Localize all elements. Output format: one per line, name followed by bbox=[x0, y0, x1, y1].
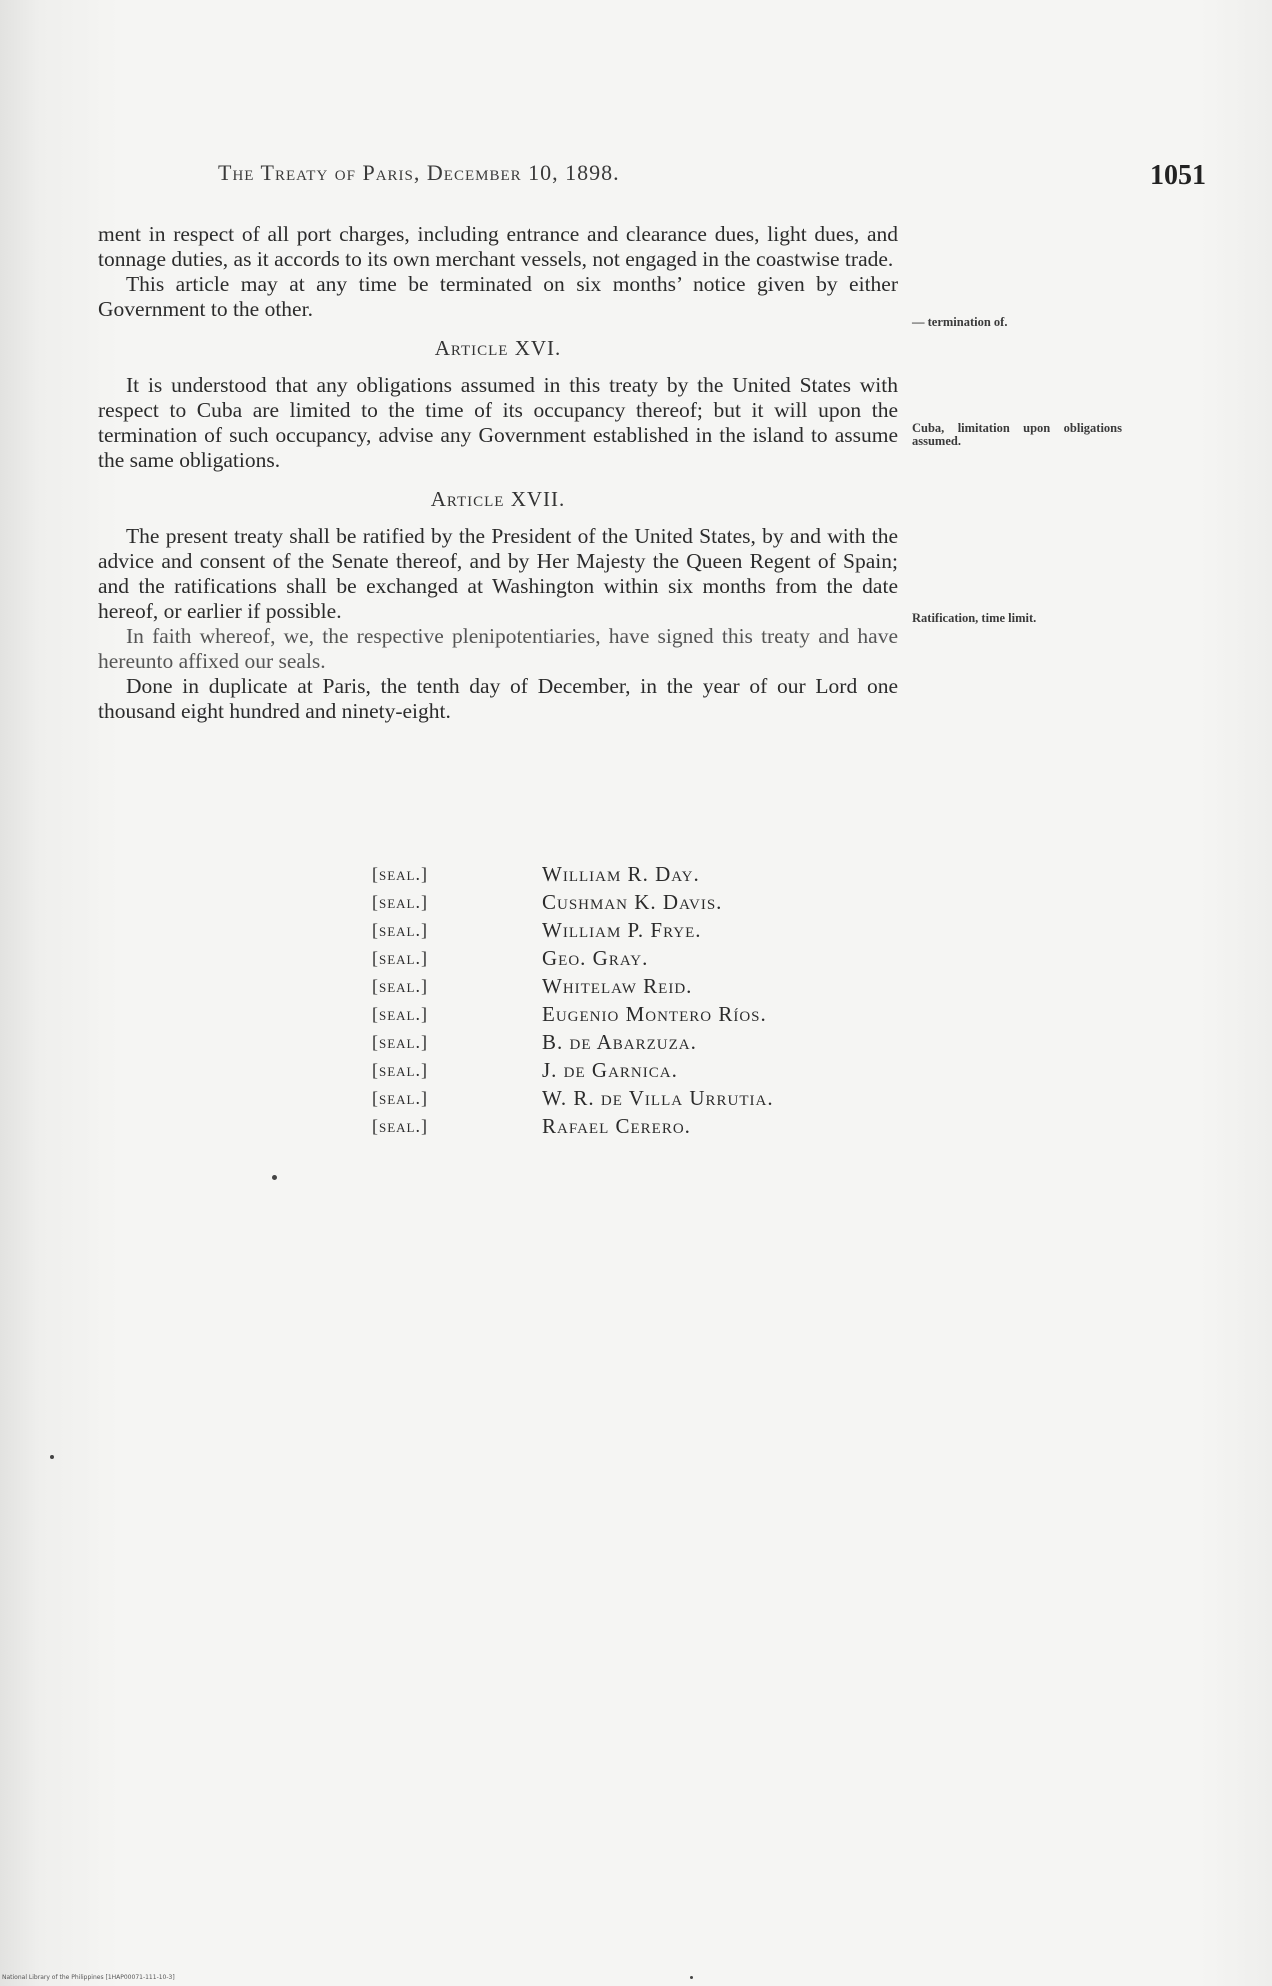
seal-mark: [ seal. ] bbox=[372, 1084, 542, 1112]
signature-row bbox=[372, 888, 774, 916]
paragraph-done-in-duplicate: Done in duplicate at Paris, the tenth day of December, in the year of our Lord one thousand eight hundred and ninety-eight. bbox=[98, 674, 898, 723]
seal-mark: [ seal. ] bbox=[372, 888, 542, 916]
signature-row bbox=[372, 1000, 774, 1028]
signature-row bbox=[372, 1056, 774, 1084]
signature-row bbox=[372, 1112, 774, 1140]
signature-row bbox=[372, 860, 774, 888]
signature-row bbox=[372, 972, 774, 1000]
signer-name: William R. Day. bbox=[542, 862, 700, 886]
running-title: The Treaty of Paris, December 10, 1898. bbox=[218, 160, 620, 185]
margin-note-ratification: Ratification, time limit. bbox=[912, 611, 1037, 625]
scan-speck bbox=[272, 1175, 277, 1180]
seal-mark: [ seal. ] bbox=[372, 916, 542, 944]
signer-name: Whitelaw Reid. bbox=[542, 974, 693, 998]
article-xvi-title: Article XVI. bbox=[434, 336, 562, 360]
seal-mark: [ seal. ] bbox=[372, 1000, 542, 1028]
paragraph-termination: This article may at any time be terminated on six months’ notice given by either Government to the other. bbox=[98, 272, 898, 321]
scan-speck bbox=[50, 1455, 54, 1459]
treaty-body bbox=[98, 222, 898, 724]
signature-row bbox=[372, 916, 774, 944]
seal-mark: [ seal. ] bbox=[372, 860, 542, 888]
signer-name: Rafael Cerero. bbox=[542, 1114, 691, 1138]
signer-name: William P. Frye. bbox=[542, 918, 702, 942]
article-xvii-title: Article XVII. bbox=[430, 487, 566, 511]
scan-footer: National Library of the Philippines [1HAP00071-111-10-3] bbox=[2, 1974, 175, 1981]
signature-row bbox=[372, 1028, 774, 1056]
paragraph-port-charges: ment in respect of all port charges, including entrance and clearance dues, light dues, and tonnage duties, as it accords to its own merchant vessels, not engaged in the coastwise trade. bbox=[98, 222, 898, 271]
paragraph-in-faith-whereof: In faith whereof, we, the respective plenipotentiaries, have signed this treaty and have hereunto affixed our seals. bbox=[98, 624, 898, 673]
signer-name: J. de Garnica. bbox=[542, 1058, 678, 1082]
seal-mark: [ seal. ] bbox=[372, 944, 542, 972]
seal-mark: [ seal. ] bbox=[372, 1056, 542, 1084]
page-number: 1051 bbox=[1150, 160, 1206, 191]
paragraph-ratification: The present treaty shall be ratified by the President of the United States, by and with the advice and consent of the Senate thereof, and by Her Majesty the Queen Regent of Spain; and the ratifications shall be exchanged at Washington within six months from the date hereof, or earlier if possible. bbox=[98, 524, 898, 623]
margin-note-termination: — termination of. bbox=[912, 315, 1008, 329]
signature-block bbox=[372, 860, 774, 1140]
signature-row bbox=[372, 1084, 774, 1112]
signer-name: Cushman K. Davis. bbox=[542, 890, 723, 914]
seal-mark: [ seal. ] bbox=[372, 972, 542, 1000]
seal-mark: [ seal. ] bbox=[372, 1112, 542, 1140]
margin-note-cuba: Cuba, limitation upon obligations assumed. bbox=[912, 421, 1122, 448]
seal-mark: [ seal. ] bbox=[372, 1028, 542, 1056]
signature-row bbox=[372, 944, 774, 972]
signer-name: Geo. Gray. bbox=[542, 946, 649, 970]
paragraph-cuba-obligations: It is understood that any obligations assumed in this treaty by the United States with respect to Cuba are limited to the time of its occupancy thereof; but it will upon the termination of such occupancy, advise any Government established in the island to assume the same obligations. bbox=[98, 373, 898, 472]
scan-speck bbox=[690, 1976, 693, 1979]
signer-name: B. de Abarzuza. bbox=[542, 1030, 697, 1054]
signer-name: W. R. de Villa Urrutia. bbox=[542, 1086, 774, 1110]
signer-name: Eugenio Montero Ríos. bbox=[542, 1002, 767, 1026]
